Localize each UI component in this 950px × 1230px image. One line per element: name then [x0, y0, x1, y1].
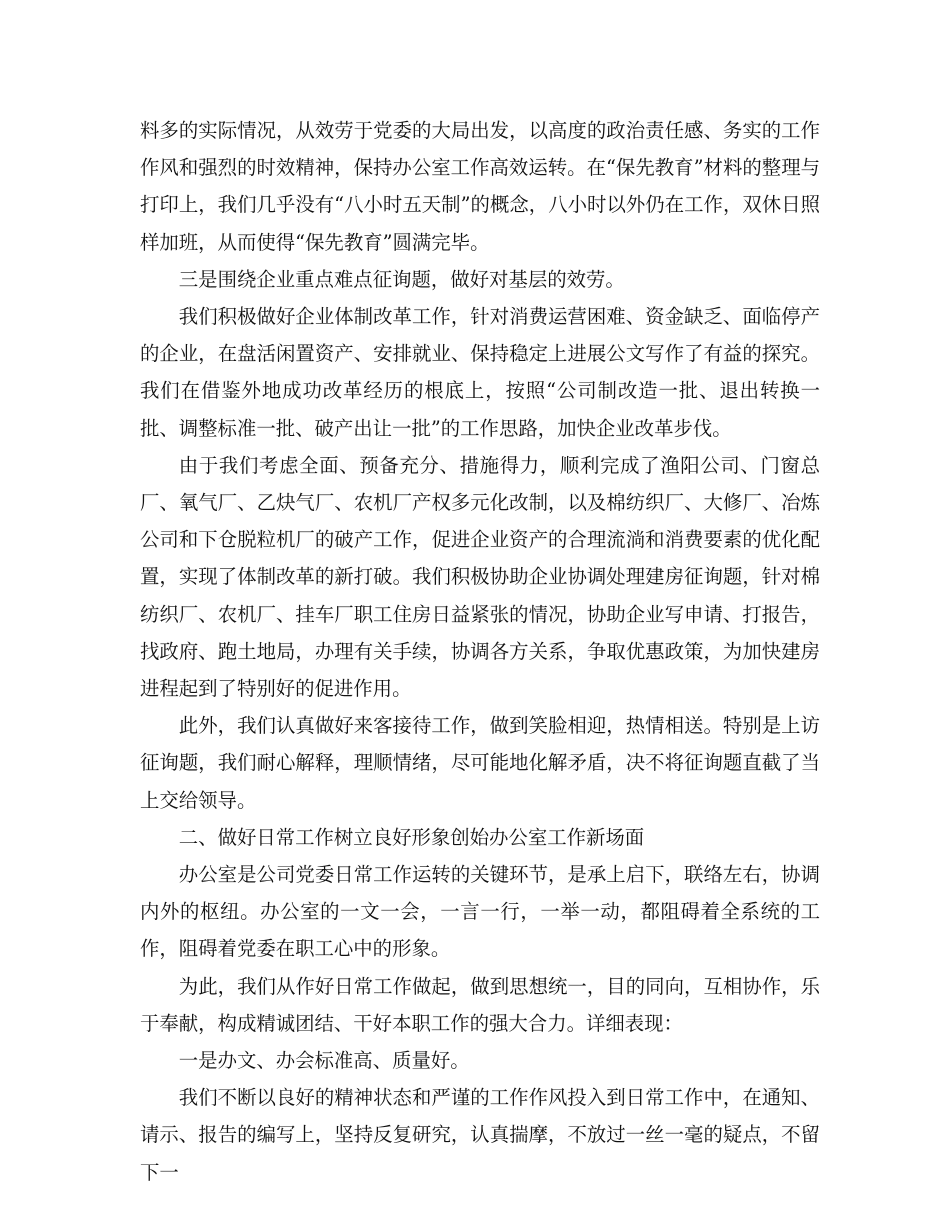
- paragraph-continuation: 料多的实际情况，从效劳于党委的大局出发，以高度的政治责任感、务实的工作作风和强烈的时效精神，保持办公室工作高效运转。在“保先教育”材料的整理与打印上，我们几乎没有“八小时五天制”的概念，八小时以外仍在工作，双休日照样加班，从而使得“保先教育”圆满完毕。: [140, 119, 820, 254]
- paragraph-daily-work: 为此，我们从作好日常工作做起，做到思想统一，目的同向，互相协作，乐于奉献，构成精诚团结、干好本职工作的强大合力。详细表现：: [140, 974, 820, 1035]
- paragraph-enterprise-reform: 我们积极做好企业体制改革工作，针对消费运营困难、资金缺乏、面临停产的企业，在盘活闲置资产、安排就业、保持稳定上进展公文写作了有益的探究。我们在借鉴外地成功改革经历的根底上，按照“公司制改造一批、退出转换一批、调整标准一批、破产出让一批”的工作思路，加快企业改革步伐。: [140, 305, 820, 440]
- paragraph-document-drafting: 我们不断以良好的精神状态和严谨的工作作风投入到日常工作中，在通知、请示、报告的编写上，坚持反复研究，认真揣摩，不放过一丝一毫的疑点，不留下一: [140, 1086, 820, 1184]
- paragraph-heading-third-point: 三是围绕企业重点难点征询题，做好对基层的效劳。: [178, 267, 625, 291]
- document-body: [140, 112, 820, 1191]
- paragraph-office-role: 办公室是公司党委日常工作运转的关键环节，是承上启下，联络左右，协调内外的枢纽。办公室的一文一会，一言一行，一举一动，都阻碍着全系统的工作，阻碍着党委在职工心中的形象。: [140, 863, 820, 961]
- paragraph-reception-work: 此外，我们认真做好来客接待工作，做到笑脸相迎，热情相送。特别是上访征询题，我们耐心解释，理顺情绪，尽可能地化解矛盾，决不将征询题直截了当上交给领导。: [140, 714, 820, 812]
- paragraph-section-heading-two: 二、做好日常工作树立良好形象创始办公室工作新场面: [178, 825, 645, 849]
- paragraph-reform-results: 由于我们考虑全面、预备充分、措施得力，顺利完成了渔阳公司、门窗总厂、氧气厂、乙炔气厂、农机厂产权多元化改制，以及棉纺织厂、大修厂、冶炼公司和下仓脱粒机厂的破产工作，促进企业资产的合理流淌和消费要素的优化配置，实现了体制改革的新打破。我们积极协助企业协调处理建房征询题，针对棉纺织厂、农机厂、挂车厂职工住房日益紧张的情况，协助企业写申请、打报告，找政府、跑土地局，办理有关手续，协调各方关系，争取优惠政策，为加快建房进程起到了特别好的促进作用。: [140, 453, 820, 701]
- paragraph-heading-first-point: 一是办文、办会标准高、质量好。: [178, 1049, 470, 1073]
